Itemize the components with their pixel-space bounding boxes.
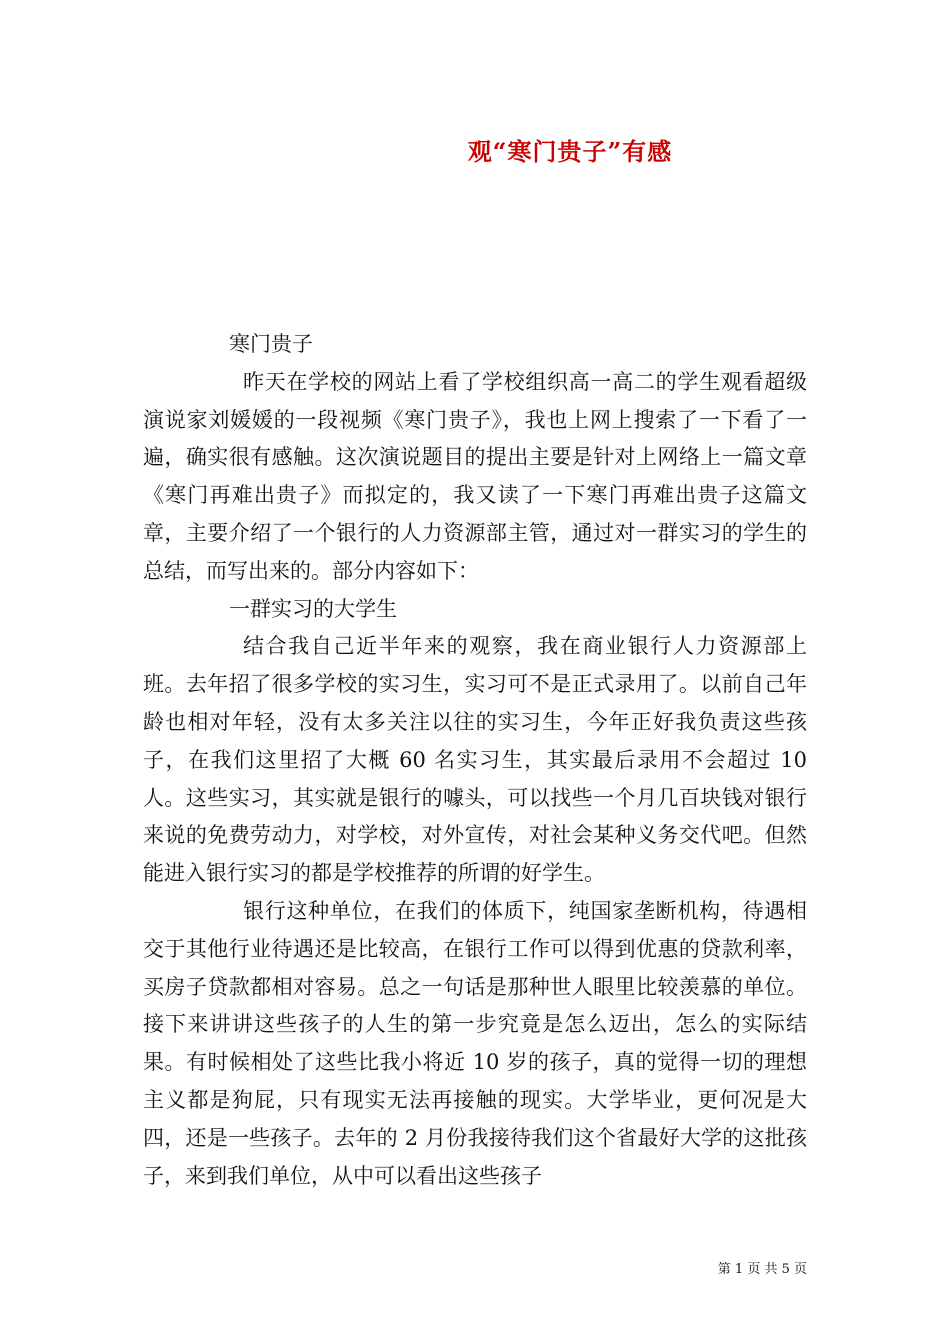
document-body — [143, 326, 807, 1195]
body-paragraph: 结合我自己近半年来的观察，我在商业银行人力资源部上班。去年招了很多学校的实习生，实习可不是正式录用了。以前自己年龄也相对年轻，没有太多关注以往的实习生，今年正好我负责这些孩子，在我们这里招了大概 60 名实习生，其实最后录用不会超过 10 人。这些实习，其实就是银行的噱头，可以找些一个月几百块钱对银行来说的免费劳动力，对学校，对外宣传，对社会某种义务交代吧。但然能进入银行实习的都是学校推荐的所谓的好学生。 — [143, 634, 807, 886]
page-footer: 第 1 页 共 5 页 — [717, 1262, 807, 1277]
body-paragraph: 银行这种单位，在我们的体质下，纯国家垄断机构，待遇相交于其他行业待遇还是比较高，在银行工作可以得到优惠的贷款利率，买房子贷款都相对容易。总之一句话是那种世人眼里比较羡慕的单位。接下来讲讲这些孩子的人生的第一步究竟是怎么迈出，怎么的实际结果。有时候相处了这些比我小将近 10 岁的孩子，真的觉得一切的理想主义都是狗屁，只有现实无法再接触的现实。大学毕业，更何况是大四，还是一些孩子。去年的 2 月份我接待我们这个省最好大学的这批孩子，来到我们单位，从中可以看出这些孩子 — [143, 898, 807, 1188]
body-paragraph: 昨天在学校的网站上看了学校组织高一高二的学生观看超级演说家刘媛媛的一段视频《寒门贵子》，我也上网上搜索了一下看了一遍，确实很有感触。这次演说题目的提出主要是针对上网络上一篇文章《寒门再难出贵子》而拟定的，我又读了一下寒门再难出贵子这篇文章，主要介绍了一个银行的人力资源部主管，通过对一群实习的学生的总结，而写出来的。部分内容如下： — [143, 369, 807, 583]
document-title: 观“寒门贵子”有感 — [467, 137, 673, 166]
section-heading: 寒门贵子 — [229, 332, 313, 356]
section-heading: 一群实习的大学生 — [229, 596, 397, 621]
